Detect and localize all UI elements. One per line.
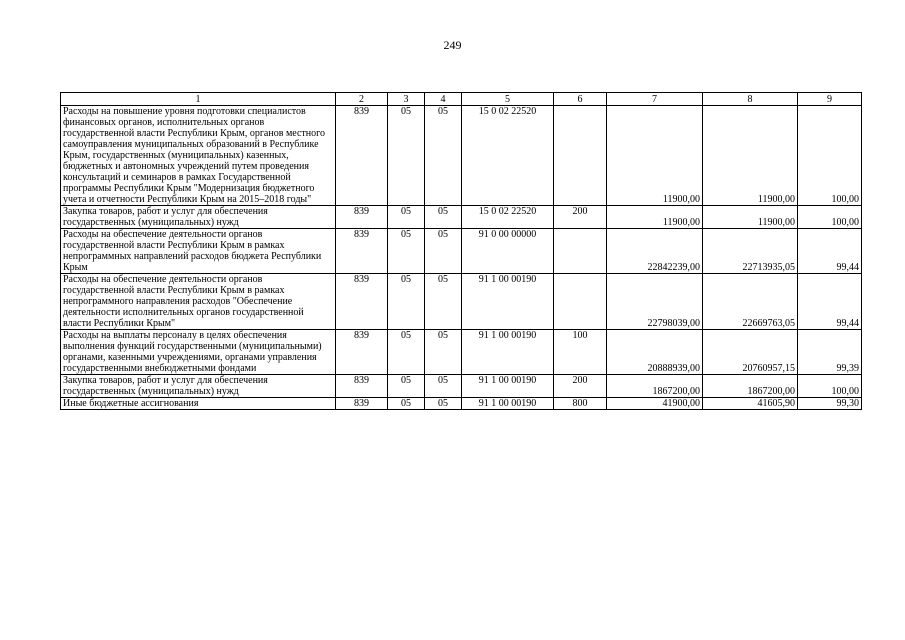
expense-name: Расходы на обеспечение деятельности органов государственной власти Республики Крым в рамках непрограммного направления расходов "Обеспечение деятельности исполнительных органов государственной власти Республики Крым" [61, 274, 336, 330]
subsection-code: 05 [425, 330, 462, 375]
expense-name: Закупка товаров, работ и услуг для обеспечения государственных (муниципальных) нужд [61, 206, 336, 229]
target-article-code: 91 1 00 00190 [462, 274, 554, 330]
table-row [61, 229, 862, 274]
column-header: 1 [61, 93, 336, 106]
table-header-row [61, 93, 862, 106]
table-row [61, 106, 862, 206]
execution-percent: 99,44 [798, 274, 862, 330]
section-code: 05 [388, 330, 425, 375]
table-row [61, 375, 862, 398]
expense-name: Закупка товаров, работ и услуг для обеспечения государственных (муниципальных) нужд [61, 375, 336, 398]
executed-amount: 20760957,15 [703, 330, 798, 375]
planned-amount: 11900,00 [607, 106, 703, 206]
column-header: 7 [607, 93, 703, 106]
execution-percent: 99,30 [798, 398, 862, 410]
expense-name: Расходы на выплаты персоналу в целях обеспечения выполнения функций государственными (муниципальными) органами, казенными учреждениями, органами управления государственными внебюджетными фондами [61, 330, 336, 375]
column-header: 9 [798, 93, 862, 106]
subsection-code: 05 [425, 274, 462, 330]
section-code: 05 [388, 106, 425, 206]
planned-amount: 20888939,00 [607, 330, 703, 375]
subsection-code: 05 [425, 375, 462, 398]
target-article-code: 91 1 00 00190 [462, 330, 554, 375]
expense-type-code: 200 [554, 206, 607, 229]
page-number: 249 [443, 38, 462, 52]
column-header: 8 [703, 93, 798, 106]
target-article-code: 91 1 00 00190 [462, 398, 554, 410]
ministry-code: 839 [336, 229, 388, 274]
execution-percent: 100,00 [798, 106, 862, 206]
executed-amount: 11900,00 [703, 206, 798, 229]
executed-amount: 1867200,00 [703, 375, 798, 398]
section-code: 05 [388, 229, 425, 274]
expense-type-code [554, 106, 607, 206]
execution-percent: 99,44 [798, 229, 862, 274]
column-header: 6 [554, 93, 607, 106]
ministry-code: 839 [336, 274, 388, 330]
section-code: 05 [388, 274, 425, 330]
section-code: 05 [388, 375, 425, 398]
subsection-code: 05 [425, 229, 462, 274]
column-header: 2 [336, 93, 388, 106]
planned-amount: 1867200,00 [607, 375, 703, 398]
expense-name: Расходы на обеспечение деятельности органов государственной власти Республики Крым в рамках непрограммных направлений расходов бюджета Республики Крым [61, 229, 336, 274]
expense-name: Расходы на повышение уровня подготовки специалистов финансовых органов, исполнительных органов государственной власти Республики Крым, органов местного самоуправления муниципальных образований в Республике Крым, государственных (муниципальных) казенных, бюджетных и автономных учреждений путем проведения консультаций и семинаров в рамках Государственной программы Республики Крым "Модернизация бюджетного учета и отчетности Республики Крым на 2015–2018 годы" [61, 106, 336, 206]
table-row [61, 274, 862, 330]
budget-table [60, 92, 862, 410]
ministry-code: 839 [336, 398, 388, 410]
ministry-code: 839 [336, 206, 388, 229]
expense-name: Иные бюджетные ассигнования [61, 398, 336, 410]
executed-amount: 11900,00 [703, 106, 798, 206]
planned-amount: 22798039,00 [607, 274, 703, 330]
planned-amount: 11900,00 [607, 206, 703, 229]
expense-type-code: 800 [554, 398, 607, 410]
target-article-code: 15 0 02 22520 [462, 206, 554, 229]
ministry-code: 839 [336, 106, 388, 206]
column-header: 5 [462, 93, 554, 106]
table-row [61, 330, 862, 375]
expense-type-code: 200 [554, 375, 607, 398]
section-code: 05 [388, 206, 425, 229]
expense-type-code [554, 274, 607, 330]
table-row [61, 206, 862, 229]
column-header: 4 [425, 93, 462, 106]
target-article-code: 15 0 02 22520 [462, 106, 554, 206]
execution-percent: 100,00 [798, 375, 862, 398]
subsection-code: 05 [425, 106, 462, 206]
expense-type-code [554, 229, 607, 274]
table-row [61, 398, 862, 410]
column-header: 3 [388, 93, 425, 106]
ministry-code: 839 [336, 330, 388, 375]
executed-amount: 22713935,05 [703, 229, 798, 274]
section-code: 05 [388, 398, 425, 410]
executed-amount: 22669763,05 [703, 274, 798, 330]
planned-amount: 22842239,00 [607, 229, 703, 274]
executed-amount: 41605,90 [703, 398, 798, 410]
execution-percent: 100,00 [798, 206, 862, 229]
ministry-code: 839 [336, 375, 388, 398]
subsection-code: 05 [425, 398, 462, 410]
target-article-code: 91 0 00 00000 [462, 229, 554, 274]
planned-amount: 41900,00 [607, 398, 703, 410]
expense-type-code: 100 [554, 330, 607, 375]
target-article-code: 91 1 00 00190 [462, 375, 554, 398]
subsection-code: 05 [425, 206, 462, 229]
execution-percent: 99,39 [798, 330, 862, 375]
